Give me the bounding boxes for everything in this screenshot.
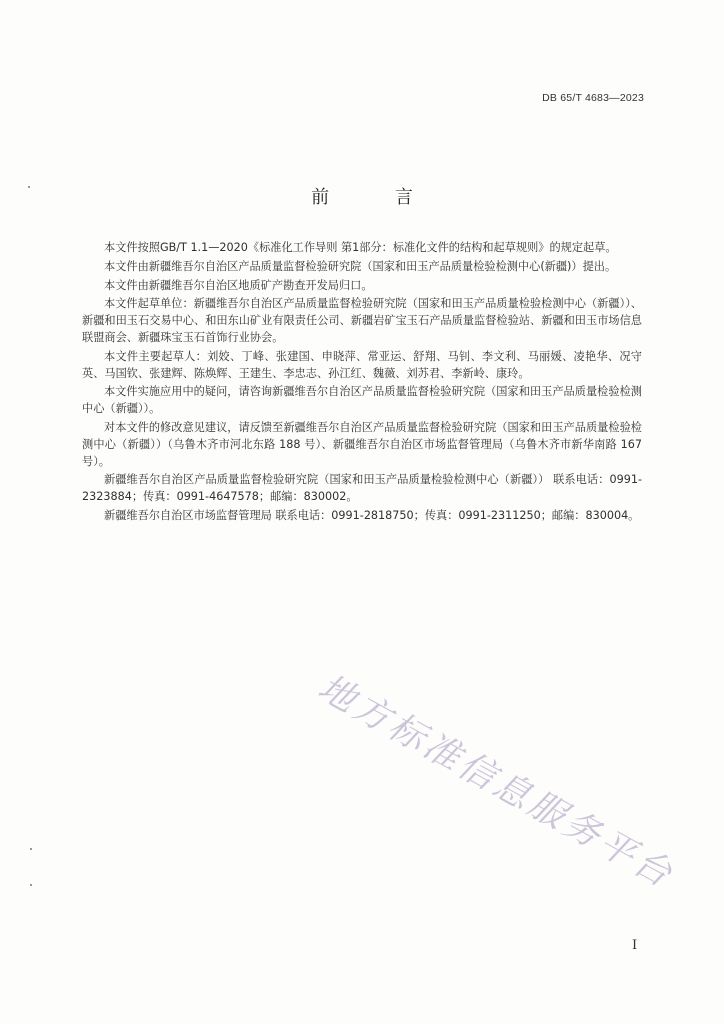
- scan-speck: [30, 848, 32, 850]
- scan-speck: [30, 884, 32, 886]
- paragraph-feedback: 对本文件的修改意见建议，请反馈至新疆维吾尔自治区产品质量监督检验研究院（国家和田玉产品质量检验检测中心（新疆））（乌鲁木齐市河北东路 188 号）、新疆维吾尔自治区市场监督管理局（乌鲁木齐市新华南路 167 号）。: [82, 420, 642, 468]
- paragraph-drafting-rules: 本文件按照GB/T 1.1—2020《标准化工作导则 第1部分：标准化文件的结构和起草规则》的规定起草。: [104, 241, 617, 254]
- paragraph-contact-bureau: 新疆维吾尔自治区市场监督管理局 联系电话：0991-2818750；传真：0991-2311250；邮编：830004。: [104, 508, 640, 522]
- paragraph-contact-institute: 新疆维吾尔自治区产品质量监督检验研究院（国家和田玉产品质量检验检测中心（新疆）） 联系电话：0991-2323884；传真：0991-4647578；邮编：830002。: [82, 473, 642, 504]
- watermark: 地方标准信息服务平台: [311, 666, 681, 897]
- paragraph-administrator: 本文件由新疆维吾尔自治区地质矿产勘查开发局归口。: [104, 278, 373, 292]
- paragraph-drafting-units: 本文件起草单位：新疆维吾尔自治区产品质量监督检验研究院（国家和田玉产品质量检验检测中心（新疆））、新疆和田玉石交易中心、和田东山矿业有限责任公司、新疆岩矿宝玉石产品质量监督检验站、新疆和田玉市场信息联盟商会、新疆珠宝玉石首饰行业协会。: [82, 297, 642, 344]
- paragraph-proposer: 本文件由新疆维吾尔自治区产品质量监督检验研究院（国家和田玉产品质量检验检测中心(新疆)）提出。: [104, 259, 617, 273]
- scan-speck: [28, 186, 30, 188]
- paragraph-inquiries: 本文件实施应用中的疑问，请咨询新疆维吾尔自治区产品质量监督检验研究院（国家和田玉产品质量检验检测中心（新疆））。: [82, 385, 642, 416]
- paragraph-drafters: 本文件主要起草人：刘姣、丁峰、张建国、申晓萍、常亚运、舒翔、马钊、李文利、马丽媛、凌艳华、况守英、马国钦、张建辉、陈焕辉、王建生、李忠志、孙江红、魏薇、刘苏君、李新岭、康玲。: [82, 349, 642, 380]
- page-number: I: [632, 938, 638, 953]
- document-code: DB 65/T 4683—2023: [542, 92, 644, 104]
- section-title: 前 言: [311, 187, 443, 208]
- foreword-body: [82, 240, 642, 525]
